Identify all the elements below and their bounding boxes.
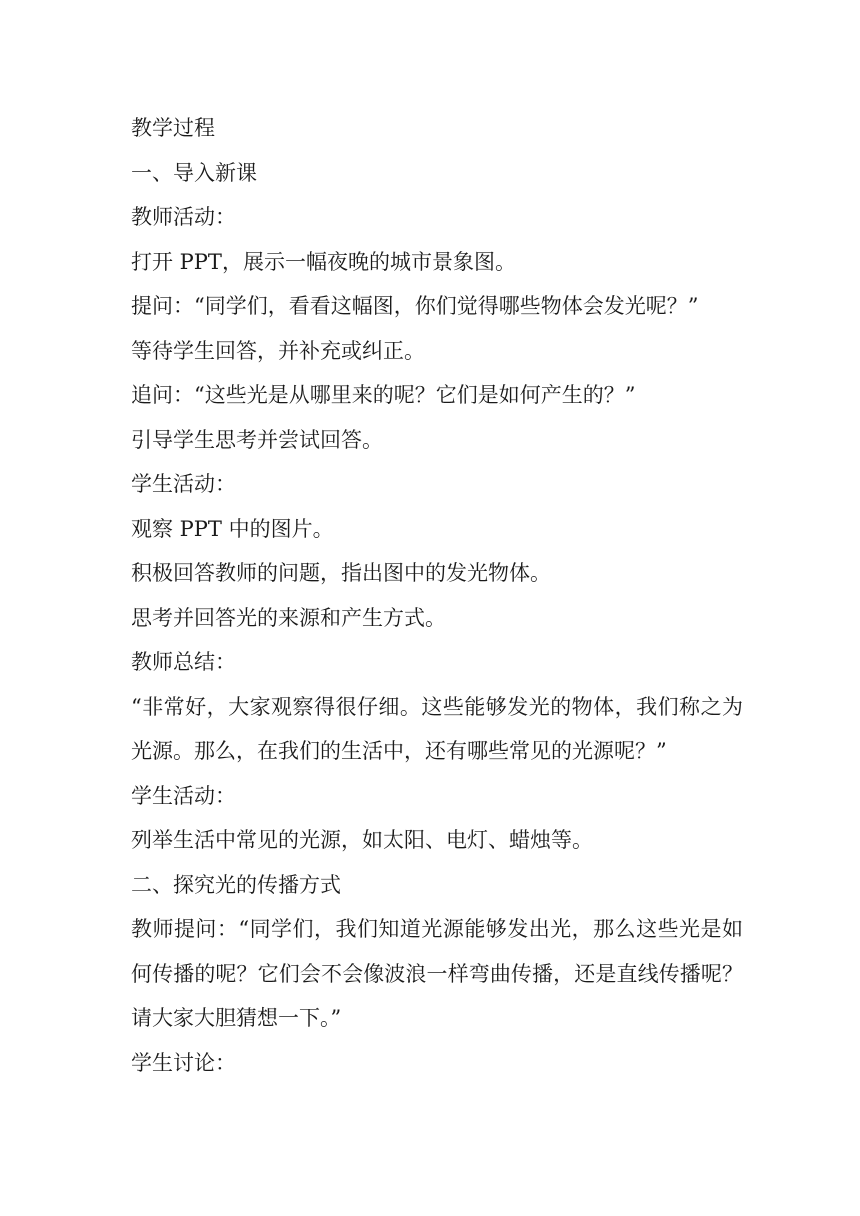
label-student-discussion: 学生讨论： xyxy=(131,1050,236,1075)
text-line: 观察 PPT 中的图片。 xyxy=(131,516,334,541)
text-line: 引导学生思考并尝试回答。 xyxy=(131,427,383,452)
text-line: 等待学生回答，并补充或纠正。 xyxy=(131,338,425,363)
text-line: 列举生活中常见的光源，如太阳、电灯、蜡烛等。 xyxy=(131,828,593,852)
heading-teaching-process: 教学过程 xyxy=(131,116,215,140)
label-teacher-summary: 教师总结： xyxy=(131,650,236,674)
summary-quote-paragraph: “非常好，大家观察得很仔细。这些能够发光的物体，我们称之为光源。那么，在我们的生活中，还有哪些常见的光源呢？” xyxy=(131,694,743,763)
text-line: 积极回答教师的问题，指出图中的发光物体。 xyxy=(131,561,551,585)
text-line: 打开 PPT，展示一幅夜晚的城市景象图。 xyxy=(131,249,516,274)
section-heading-light-propagation: 二、探究光的传播方式 xyxy=(131,872,341,897)
section-heading-intro: 一、导入新课 xyxy=(131,160,257,185)
text-line: 思考并回答光的来源和产生方式。 xyxy=(131,605,446,630)
label-student-activity: 学生活动： xyxy=(131,472,236,496)
document-page xyxy=(131,106,743,1085)
text-line: 提问：“同学们，看看这幅图，你们觉得哪些物体会发光呢？” xyxy=(131,294,699,318)
teacher-question-paragraph: 教师提问：“同学们，我们知道光源能够发出光，那么这些光是如何传播的呢？它们会不会像波浪一样弯曲传播，还是直线传播呢？请大家大胆猜想一下。” xyxy=(131,917,743,1030)
label-student-activity: 学生活动： xyxy=(131,783,236,808)
label-teacher-activity: 教师活动： xyxy=(131,205,236,229)
text-line: 追问：“这些光是从哪里来的呢？它们是如何产生的？” xyxy=(131,383,636,407)
